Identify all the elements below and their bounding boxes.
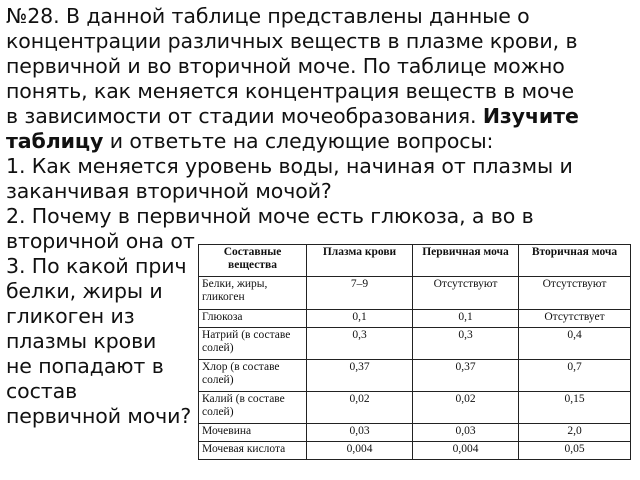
cell-secondary: 0,15 xyxy=(519,391,631,423)
cell-secondary: 0,05 xyxy=(519,442,631,460)
concentration-table xyxy=(198,244,631,460)
question-3-line-2: белки, жиры и xyxy=(6,279,163,303)
header-secondary-urine: Вторичная моча xyxy=(519,245,631,277)
task-line-1: №28. В данной таблице представлены данные о xyxy=(6,4,530,28)
task-line-3: первичной и во вторичной моче. По таблице можно xyxy=(6,54,565,78)
cell-substance: Белки, жиры, гликоген xyxy=(199,277,307,310)
cell-secondary: 0,7 xyxy=(519,359,631,391)
cell-primary: 0,1 xyxy=(413,310,519,328)
cell-substance: Натрий (в составе солей) xyxy=(199,328,307,359)
header-plasma: Плазма крови xyxy=(307,245,413,277)
cell-substance: Калий (в составе солей) xyxy=(199,391,307,423)
table-row xyxy=(199,391,631,423)
question-3-line-6: состав xyxy=(6,379,78,403)
cell-plasma: 0,3 xyxy=(307,328,413,359)
cell-substance: Мочевина xyxy=(199,424,307,442)
cell-plasma: 0,03 xyxy=(307,424,413,442)
cell-plasma: 0,37 xyxy=(307,359,413,391)
question-3-line-7: первичной мочи? xyxy=(6,404,192,428)
task-line-6 xyxy=(6,129,634,154)
cell-plasma: 0,02 xyxy=(307,391,413,423)
question-1-line-2: заканчивая вторичной мочой? xyxy=(6,179,332,203)
cell-plasma: 0,004 xyxy=(307,442,413,460)
question-3-line-1: 3. По какой прич xyxy=(6,254,187,278)
cell-primary: 0,004 xyxy=(413,442,519,460)
cell-substance: Мочевая кислота xyxy=(199,442,307,460)
task-line-6-text: и ответьте на следующие вопросы: xyxy=(103,129,494,153)
cell-plasma: 7–9 xyxy=(307,277,413,310)
task-line-5 xyxy=(6,104,634,129)
table-row xyxy=(199,359,631,391)
table-row xyxy=(199,442,631,460)
task-line-4: понять, как меняется концентрация веществ в моче xyxy=(6,79,574,103)
question-3-line-5: не попадают в xyxy=(6,354,164,378)
cell-primary: 0,02 xyxy=(413,391,519,423)
task-instruction-bold-1: Изучите xyxy=(482,104,579,128)
cell-secondary: 2,0 xyxy=(519,424,631,442)
cell-secondary: 0,4 xyxy=(519,328,631,359)
table-row xyxy=(199,424,631,442)
header-primary-urine: Первичная моча xyxy=(413,245,519,277)
header-substances: Составные вещества xyxy=(199,245,307,277)
cell-primary: 0,03 xyxy=(413,424,519,442)
cell-substance: Глюкоза xyxy=(199,310,307,328)
question-3-line-4: плазмы крови xyxy=(6,329,157,353)
cell-substance: Хлор (в составе солей) xyxy=(199,359,307,391)
cell-plasma: 0,1 xyxy=(307,310,413,328)
question-2-line-2: вторичной она от xyxy=(6,229,195,253)
cell-secondary: Отсутствуют xyxy=(519,277,631,310)
task-line-5-text: в зависимости от стадии мочеобразования. xyxy=(6,104,483,128)
table-row xyxy=(199,310,631,328)
question-1-line-1: 1. Как меняется уровень воды, начиная от плазмы и xyxy=(6,154,573,178)
cell-primary: 0,37 xyxy=(413,359,519,391)
question-3-line-3: гликоген из xyxy=(6,304,135,328)
task-line-2: концентрации различных веществ в плазме крови, в xyxy=(6,29,578,53)
cell-primary: 0,3 xyxy=(413,328,519,359)
task-instruction-bold-2: таблицу xyxy=(6,129,104,153)
table-row xyxy=(199,277,631,310)
cell-primary: Отсутствуют xyxy=(413,277,519,310)
table-header-row xyxy=(199,245,631,277)
cell-secondary: Отсутствует xyxy=(519,310,631,328)
concentration-table-container xyxy=(198,244,630,460)
table-row xyxy=(199,328,631,359)
question-2-line-1: 2. Почему в первичной моче есть глюкоза, а во в xyxy=(6,204,534,228)
